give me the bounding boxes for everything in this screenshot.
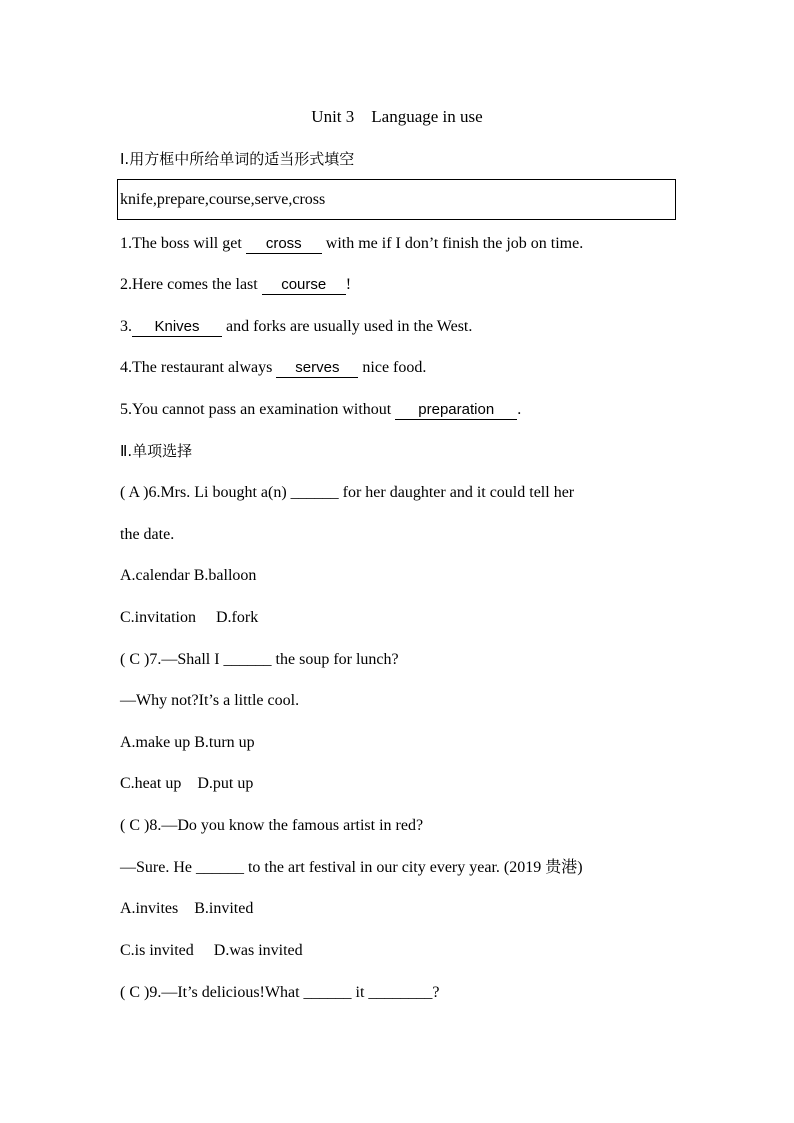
mc-line: C.invitation D.fork [120,609,259,626]
mc-line: C.heat up D.put up [120,775,254,792]
mc-line: ( A )6.Mrs. Li bought a(n) ______ for her daughter and it could tell her [120,484,575,501]
mc-line: the date. [120,526,175,543]
mc-line: —Why not?It’s a little cool. [120,692,300,709]
mc-line: A.make up B.turn up [120,734,255,751]
page-title: Unit 3 Language in use [311,107,483,126]
mc-line: ( C )8.—Do you know the famous artist in red? [120,817,424,834]
answer-blank-5: preparation [395,401,517,420]
fill-item-4: 4.The restaurant always serves nice food. [120,359,427,376]
fill-item-1: 1.The boss will get cross with me if I don’t finish the job on time. [120,235,584,252]
mc-line: C.is invited D.was invited [120,942,303,959]
fill-item-2: 2.Here comes the last course ! [120,276,352,293]
answer-blank-1: cross [246,235,322,254]
fill-item-5: 5.You cannot pass an examination without preparation . [120,401,522,418]
answer-blank-2: course [262,276,346,295]
answer-blank-3: Knives [132,318,222,337]
mc-line: ( C )9.—It’s delicious!What ______ it ________? [120,984,440,1001]
fill-item-3: 3. Knives and forks are usually used in the West. [120,318,473,335]
word-bank-words: knife,prepare,course,serve,cross [120,191,326,208]
mc-line: A.calendar B.balloon [120,567,257,584]
mc-line: —Sure. He ______ to the art festival in our city every year. (2019 贵港) [120,859,583,876]
mc-line: A.invites B.invited [120,900,254,917]
word-bank-box [117,179,676,220]
section-1-heading: Ⅰ.用方框中所给单词的适当形式填空 [120,150,355,168]
answer-blank-4: serves [276,359,358,378]
section-2-heading: Ⅱ.单项选择 [120,442,193,460]
mc-line: ( C )7.—Shall I ______ the soup for lunch? [120,651,399,668]
